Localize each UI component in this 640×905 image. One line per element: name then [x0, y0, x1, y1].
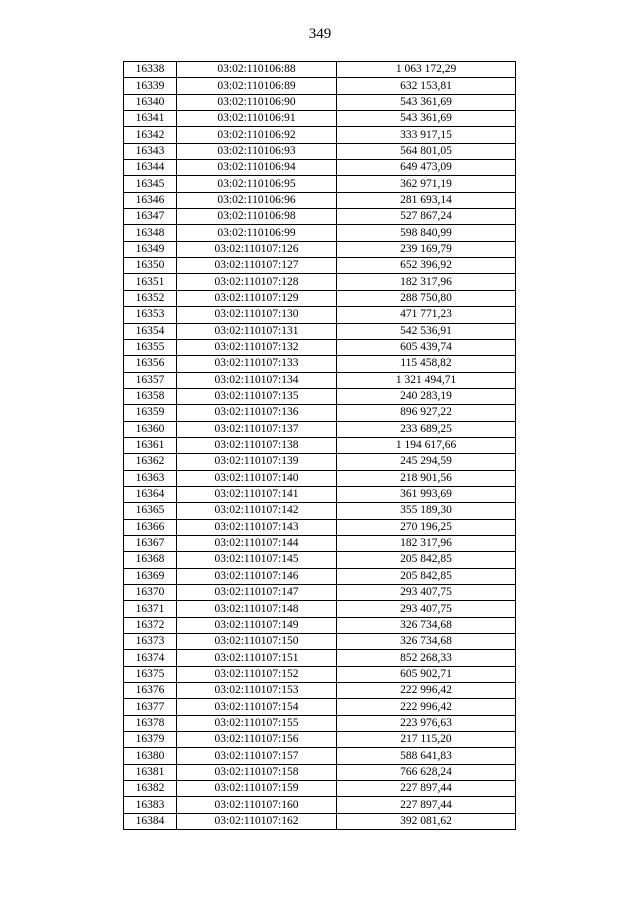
value-cell: 362 971,19 [337, 176, 516, 192]
value-cell: 227 897,44 [337, 797, 516, 813]
table-row [124, 699, 516, 715]
cadastral-number-cell: 03:02:110107:150 [177, 634, 337, 650]
cadastral-number-cell: 03:02:110107:139 [177, 454, 337, 470]
cadastral-number-cell: 03:02:110107:130 [177, 307, 337, 323]
table-row [124, 388, 516, 404]
table-row [124, 568, 516, 584]
row-number-cell: 16342 [124, 127, 177, 143]
cadastral-number-cell: 03:02:110107:144 [177, 535, 337, 551]
row-number-cell: 16368 [124, 552, 177, 568]
cadastral-number-cell: 03:02:110107:138 [177, 437, 337, 453]
value-cell: 270 196,25 [337, 519, 516, 535]
cadastral-number-cell: 03:02:110107:152 [177, 666, 337, 682]
table-row [124, 339, 516, 355]
row-number-cell: 16338 [124, 62, 177, 78]
row-number-cell: 16367 [124, 535, 177, 551]
value-cell: 392 081,62 [337, 813, 516, 829]
value-cell: 182 317,96 [337, 535, 516, 551]
value-cell: 543 361,69 [337, 94, 516, 110]
value-cell: 1 063 172,29 [337, 62, 516, 78]
table-row [124, 535, 516, 551]
table-row [124, 94, 516, 110]
cadastral-number-cell: 03:02:110106:95 [177, 176, 337, 192]
row-number-cell: 16377 [124, 699, 177, 715]
cadastral-number-cell: 03:02:110106:88 [177, 62, 337, 78]
table-row [124, 274, 516, 290]
cadastral-number-cell: 03:02:110107:153 [177, 683, 337, 699]
value-cell: 222 996,42 [337, 683, 516, 699]
cadastral-number-cell: 03:02:110107:140 [177, 470, 337, 486]
row-number-cell: 16356 [124, 356, 177, 372]
value-cell: 766 628,24 [337, 764, 516, 780]
row-number-cell: 16364 [124, 486, 177, 502]
value-cell: 227 897,44 [337, 781, 516, 797]
value-cell: 218 901,56 [337, 470, 516, 486]
value-cell: 564 801,05 [337, 143, 516, 159]
table-row [124, 209, 516, 225]
table-row [124, 372, 516, 388]
table-row [124, 258, 516, 274]
table-row [124, 176, 516, 192]
cadastral-number-cell: 03:02:110107:148 [177, 601, 337, 617]
row-number-cell: 16383 [124, 797, 177, 813]
table-row [124, 241, 516, 257]
value-cell: 288 750,80 [337, 290, 516, 306]
row-number-cell: 16346 [124, 192, 177, 208]
row-number-cell: 16380 [124, 748, 177, 764]
value-cell: 205 842,85 [337, 568, 516, 584]
table-row [124, 781, 516, 797]
value-cell: 240 283,19 [337, 388, 516, 404]
table-row [124, 78, 516, 94]
cadastral-number-cell: 03:02:110107:131 [177, 323, 337, 339]
table-row [124, 143, 516, 159]
value-cell: 527 867,24 [337, 209, 516, 225]
value-cell: 598 840,99 [337, 225, 516, 241]
row-number-cell: 16375 [124, 666, 177, 682]
cadastral-number-cell: 03:02:110106:96 [177, 192, 337, 208]
row-number-cell: 16339 [124, 78, 177, 94]
table-row [124, 470, 516, 486]
row-number-cell: 16382 [124, 781, 177, 797]
value-cell: 223 976,63 [337, 715, 516, 731]
value-cell: 293 407,75 [337, 585, 516, 601]
row-number-cell: 16352 [124, 290, 177, 306]
row-number-cell: 16344 [124, 160, 177, 176]
row-number-cell: 16358 [124, 388, 177, 404]
table-row [124, 160, 516, 176]
row-number-cell: 16366 [124, 519, 177, 535]
row-number-cell: 16372 [124, 617, 177, 633]
cadastral-number-cell: 03:02:110106:93 [177, 143, 337, 159]
row-number-cell: 16373 [124, 634, 177, 650]
cadastral-number-cell: 03:02:110106:94 [177, 160, 337, 176]
table-row [124, 764, 516, 780]
row-number-cell: 16361 [124, 437, 177, 453]
table-row [124, 225, 516, 241]
table-row [124, 356, 516, 372]
page-number: 349 [308, 26, 332, 42]
table-row [124, 650, 516, 666]
cadastral-number-cell: 03:02:110107:132 [177, 339, 337, 355]
cadastral-number-cell: 03:02:110107:128 [177, 274, 337, 290]
row-number-cell: 16369 [124, 568, 177, 584]
row-number-cell: 16341 [124, 111, 177, 127]
row-number-cell: 16378 [124, 715, 177, 731]
table-row [124, 192, 516, 208]
cadastral-number-cell: 03:02:110106:89 [177, 78, 337, 94]
cadastral-number-cell: 03:02:110107:157 [177, 748, 337, 764]
value-cell: 1 321 494,71 [337, 372, 516, 388]
row-number-cell: 16357 [124, 372, 177, 388]
cadastral-number-cell: 03:02:110107:151 [177, 650, 337, 666]
row-number-cell: 16381 [124, 764, 177, 780]
value-cell: 245 294,59 [337, 454, 516, 470]
table-row [124, 421, 516, 437]
table-row [124, 748, 516, 764]
cadastral-number-cell: 03:02:110107:155 [177, 715, 337, 731]
value-cell: 333 917,15 [337, 127, 516, 143]
value-cell: 205 842,85 [337, 552, 516, 568]
table-body [124, 62, 516, 830]
value-cell: 649 473,09 [337, 160, 516, 176]
value-cell: 361 993,69 [337, 486, 516, 502]
table-row [124, 111, 516, 127]
value-cell: 326 734,68 [337, 634, 516, 650]
value-cell: 182 317,96 [337, 274, 516, 290]
value-cell: 543 361,69 [337, 111, 516, 127]
cadastral-number-cell: 03:02:110107:149 [177, 617, 337, 633]
value-cell: 222 996,42 [337, 699, 516, 715]
cadastral-number-cell: 03:02:110107:142 [177, 503, 337, 519]
row-number-cell: 16371 [124, 601, 177, 617]
table-row [124, 405, 516, 421]
value-cell: 1 194 617,66 [337, 437, 516, 453]
value-cell: 293 407,75 [337, 601, 516, 617]
table-row [124, 503, 516, 519]
value-cell: 632 153,81 [337, 78, 516, 94]
cadastral-number-cell: 03:02:110107:146 [177, 568, 337, 584]
row-number-cell: 16351 [124, 274, 177, 290]
cadastral-number-cell: 03:02:110107:145 [177, 552, 337, 568]
row-number-cell: 16363 [124, 470, 177, 486]
row-number-cell: 16350 [124, 258, 177, 274]
value-cell: 852 268,33 [337, 650, 516, 666]
table-row [124, 486, 516, 502]
cadastral-number-cell: 03:02:110106:91 [177, 111, 337, 127]
cadastral-number-cell: 03:02:110107:158 [177, 764, 337, 780]
row-number-cell: 16349 [124, 241, 177, 257]
cadastral-number-cell: 03:02:110106:98 [177, 209, 337, 225]
cadastral-number-cell: 03:02:110107:133 [177, 356, 337, 372]
cadastral-number-cell: 03:02:110107:141 [177, 486, 337, 502]
cadastral-number-cell: 03:02:110107:147 [177, 585, 337, 601]
row-number-cell: 16365 [124, 503, 177, 519]
cadastral-number-cell: 03:02:110107:154 [177, 699, 337, 715]
table-row [124, 683, 516, 699]
table-row [124, 437, 516, 453]
value-cell: 896 927,22 [337, 405, 516, 421]
table-row [124, 323, 516, 339]
cadastral-number-cell: 03:02:110106:90 [177, 94, 337, 110]
value-cell: 239 169,79 [337, 241, 516, 257]
table-row [124, 552, 516, 568]
row-number-cell: 16359 [124, 405, 177, 421]
data-table [123, 61, 516, 830]
row-number-cell: 16370 [124, 585, 177, 601]
table-row [124, 715, 516, 731]
cadastral-number-cell: 03:02:110107:126 [177, 241, 337, 257]
row-number-cell: 16376 [124, 683, 177, 699]
table-row [124, 813, 516, 829]
table-row [124, 62, 516, 78]
table-row [124, 617, 516, 633]
value-cell: 217 115,20 [337, 732, 516, 748]
row-number-cell: 16340 [124, 94, 177, 110]
row-number-cell: 16360 [124, 421, 177, 437]
table-row [124, 634, 516, 650]
cadastral-number-cell: 03:02:110107:127 [177, 258, 337, 274]
cadastral-number-cell: 03:02:110107:136 [177, 405, 337, 421]
row-number-cell: 16345 [124, 176, 177, 192]
table-row [124, 519, 516, 535]
row-number-cell: 16353 [124, 307, 177, 323]
table-row [124, 454, 516, 470]
row-number-cell: 16384 [124, 813, 177, 829]
cadastral-number-cell: 03:02:110107:160 [177, 797, 337, 813]
value-cell: 115 458,82 [337, 356, 516, 372]
table-row [124, 666, 516, 682]
cadastral-number-cell: 03:02:110107:162 [177, 813, 337, 829]
row-number-cell: 16354 [124, 323, 177, 339]
table-row [124, 601, 516, 617]
cadastral-number-cell: 03:02:110107:143 [177, 519, 337, 535]
row-number-cell: 16355 [124, 339, 177, 355]
cadastral-number-cell: 03:02:110107:129 [177, 290, 337, 306]
table-row [124, 127, 516, 143]
table-row [124, 585, 516, 601]
cadastral-number-cell: 03:02:110107:159 [177, 781, 337, 797]
row-number-cell: 16347 [124, 209, 177, 225]
value-cell: 233 689,25 [337, 421, 516, 437]
value-cell: 588 641,83 [337, 748, 516, 764]
row-number-cell: 16374 [124, 650, 177, 666]
value-cell: 652 396,92 [337, 258, 516, 274]
value-cell: 281 693,14 [337, 192, 516, 208]
value-cell: 605 902,71 [337, 666, 516, 682]
value-cell: 326 734,68 [337, 617, 516, 633]
cadastral-number-cell: 03:02:110107:137 [177, 421, 337, 437]
cadastral-number-cell: 03:02:110107:134 [177, 372, 337, 388]
table-row [124, 797, 516, 813]
value-cell: 542 536,91 [337, 323, 516, 339]
value-cell: 605 439,74 [337, 339, 516, 355]
value-cell: 355 189,30 [337, 503, 516, 519]
table-row [124, 307, 516, 323]
row-number-cell: 16379 [124, 732, 177, 748]
row-number-cell: 16343 [124, 143, 177, 159]
table-row [124, 290, 516, 306]
table-row [124, 732, 516, 748]
cadastral-number-cell: 03:02:110107:135 [177, 388, 337, 404]
value-cell: 471 771,23 [337, 307, 516, 323]
row-number-cell: 16348 [124, 225, 177, 241]
cadastral-number-cell: 03:02:110106:99 [177, 225, 337, 241]
cadastral-number-cell: 03:02:110107:156 [177, 732, 337, 748]
cadastral-number-cell: 03:02:110106:92 [177, 127, 337, 143]
row-number-cell: 16362 [124, 454, 177, 470]
